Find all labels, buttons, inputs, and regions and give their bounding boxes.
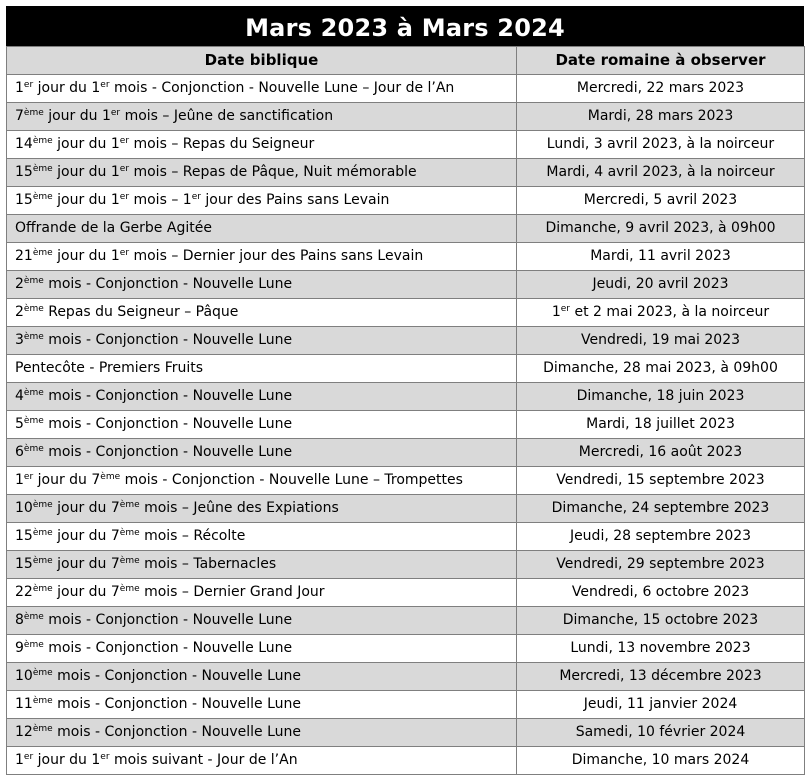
ordinal-suffix: ème xyxy=(23,388,44,399)
ordinal-suffix: ème xyxy=(32,584,53,595)
cell-text: Vendredi, 19 mai 2023 xyxy=(580,332,741,348)
cell-text: mois - Conjonction - Nouvelle Lune xyxy=(43,388,293,404)
roman-date-cell xyxy=(517,103,805,131)
cell-text: 6 xyxy=(15,444,24,460)
roman-date-cell xyxy=(517,131,805,159)
roman-date-cell xyxy=(517,187,805,215)
roman-date-cell xyxy=(517,355,805,383)
cell-text: Mardi, 11 avril 2023 xyxy=(590,248,731,264)
biblical-date-cell xyxy=(7,635,517,663)
biblical-date-cell xyxy=(7,467,517,495)
ordinal-suffix: ème xyxy=(23,304,44,315)
table-row xyxy=(7,747,805,775)
cell-text: mois – Tabernacles xyxy=(139,556,277,572)
ordinal-suffix: ème xyxy=(23,276,44,287)
cell-text: jour du 1 xyxy=(33,752,101,768)
cell-text: 2 xyxy=(15,276,24,292)
cell-text: Dimanche, 28 mai 2023, à 09h00 xyxy=(543,360,778,376)
roman-date-cell xyxy=(517,299,805,327)
ordinal-suffix: ème xyxy=(119,500,140,511)
table-row xyxy=(7,663,805,691)
cell-text: 2 xyxy=(15,304,24,320)
table-row xyxy=(7,411,805,439)
ordinal-suffix: ème xyxy=(23,612,44,623)
biblical-date-cell xyxy=(7,159,517,187)
cell-text: Lundi, 13 novembre 2023 xyxy=(570,640,751,656)
table-row xyxy=(7,635,805,663)
cell-text: mois – Récolte xyxy=(139,528,246,544)
ordinal-suffix: ème xyxy=(23,416,44,427)
cell-text: jour du 7 xyxy=(33,472,101,488)
ordinal-suffix: er xyxy=(560,304,571,315)
ordinal-suffix: er xyxy=(100,752,110,763)
table-row xyxy=(7,131,805,159)
cell-text: 15 xyxy=(15,556,33,572)
roman-date-cell xyxy=(517,495,805,523)
biblical-date-cell xyxy=(7,75,517,103)
cell-text: jour du 1 xyxy=(52,248,120,264)
cell-text: mois - Conjonction - Nouvelle Lune – Trompettes xyxy=(120,472,463,488)
cell-text: Dimanche, 15 octobre 2023 xyxy=(562,612,759,628)
biblical-date-cell xyxy=(7,271,517,299)
cell-text: Repas du Seigneur – Pâque xyxy=(43,304,239,320)
roman-date-cell xyxy=(517,663,805,691)
cell-text: mois - Conjonction - Nouvelle Lune xyxy=(43,612,293,628)
cell-text: jour du 7 xyxy=(52,556,120,572)
roman-date-cell xyxy=(517,215,805,243)
table-row xyxy=(7,355,805,383)
biblical-date-cell xyxy=(7,131,517,159)
cell-text: Pentecôte - Premiers Fruits xyxy=(15,360,204,376)
cell-text: 14 xyxy=(15,136,33,152)
table-row xyxy=(7,159,805,187)
biblical-date-cell xyxy=(7,607,517,635)
cell-text: 1 xyxy=(15,472,24,488)
cell-text: jour des Pains sans Levain xyxy=(200,192,390,208)
cell-text: Mercredi, 13 décembre 2023 xyxy=(559,668,762,684)
ordinal-suffix: ème xyxy=(119,528,140,539)
table-row xyxy=(7,299,805,327)
header-row xyxy=(7,47,805,75)
table-row xyxy=(7,271,805,299)
table-row xyxy=(7,467,805,495)
table-row xyxy=(7,243,805,271)
roman-date-cell xyxy=(517,467,805,495)
roman-date-cell xyxy=(517,271,805,299)
cell-text: Vendredi, 6 octobre 2023 xyxy=(571,584,750,600)
roman-date-cell xyxy=(517,75,805,103)
ordinal-suffix: er xyxy=(23,752,34,763)
roman-date-cell xyxy=(517,719,805,747)
cell-text: 9 xyxy=(15,640,24,656)
roman-date-cell xyxy=(517,635,805,663)
cell-text: 22 xyxy=(15,584,33,600)
roman-date-cell xyxy=(517,579,805,607)
biblical-date-cell xyxy=(7,691,517,719)
cell-text: Mardi, 18 juillet 2023 xyxy=(586,416,735,432)
table-row xyxy=(7,327,805,355)
ordinal-suffix: er xyxy=(119,248,130,259)
cell-text: Mercredi, 22 mars 2023 xyxy=(576,80,745,96)
table-row xyxy=(7,523,805,551)
cell-text: 15 xyxy=(15,528,33,544)
cell-text: Lundi, 3 avril 2023, à la noirceur xyxy=(546,136,775,152)
ordinal-suffix: ème xyxy=(100,472,121,483)
table-row xyxy=(7,579,805,607)
ordinal-suffix: er xyxy=(119,192,130,203)
cell-text: Dimanche, 10 mars 2024 xyxy=(571,752,750,768)
roman-date-cell xyxy=(517,383,805,411)
table-row xyxy=(7,75,805,103)
cell-text: Offrande de la Gerbe Agitée xyxy=(15,220,212,236)
cell-text: mois – 1 xyxy=(129,192,192,208)
cell-text: jour du 1 xyxy=(43,108,111,124)
roman-date-cell xyxy=(517,159,805,187)
ordinal-suffix: ème xyxy=(23,640,44,651)
biblical-date-cell xyxy=(7,103,517,131)
calendar-document xyxy=(6,6,804,775)
biblical-date-cell xyxy=(7,243,517,271)
cell-text: Dimanche, 18 juin 2023 xyxy=(576,388,745,404)
cell-text: 3 xyxy=(15,332,24,348)
cell-text: jour du 7 xyxy=(52,584,120,600)
cell-text: 12 xyxy=(15,724,33,740)
biblical-date-cell xyxy=(7,663,517,691)
roman-date-cell xyxy=(517,747,805,775)
cell-text: mois - Conjonction - Nouvelle Lune xyxy=(52,696,302,712)
biblical-date-cell xyxy=(7,187,517,215)
cell-text: 4 xyxy=(15,388,24,404)
ordinal-suffix: ème xyxy=(23,332,44,343)
ordinal-suffix: ème xyxy=(32,192,53,203)
ordinal-suffix: ème xyxy=(32,500,53,511)
ordinal-suffix: er xyxy=(110,108,121,119)
cell-text: Mercredi, 5 avril 2023 xyxy=(583,192,738,208)
roman-date-cell xyxy=(517,691,805,719)
biblical-date-cell xyxy=(7,551,517,579)
cell-text: 10 xyxy=(15,668,33,684)
table-row xyxy=(7,383,805,411)
cell-text: mois - Conjonction - Nouvelle Lune xyxy=(52,668,302,684)
table-body xyxy=(7,75,805,775)
cell-text: 1 xyxy=(15,752,24,768)
biblical-date-cell xyxy=(7,747,517,775)
cell-text: Mardi, 4 avril 2023, à la noirceur xyxy=(546,164,775,180)
ordinal-suffix: ème xyxy=(32,528,53,539)
biblical-date-cell xyxy=(7,355,517,383)
biblical-date-cell xyxy=(7,579,517,607)
table-row xyxy=(7,719,805,747)
table-row xyxy=(7,103,805,131)
biblical-date-cell xyxy=(7,523,517,551)
roman-date-cell xyxy=(517,523,805,551)
ordinal-suffix: ème xyxy=(32,248,53,259)
cell-text: Dimanche, 9 avril 2023, à 09h00 xyxy=(545,220,776,236)
cell-text: Jeudi, 28 septembre 2023 xyxy=(569,528,752,544)
table-row xyxy=(7,187,805,215)
table-row xyxy=(7,439,805,467)
feast-dates-table xyxy=(6,46,805,775)
biblical-date-cell xyxy=(7,719,517,747)
cell-text: mois - Conjonction - Nouvelle Lune xyxy=(52,724,302,740)
cell-text: mois - Conjonction - Nouvelle Lune xyxy=(43,444,293,460)
document-title: Mars 2023 à Mars 2024 xyxy=(6,6,804,46)
cell-text: Dimanche, 24 septembre 2023 xyxy=(551,500,770,516)
cell-text: 8 xyxy=(15,612,24,628)
roman-date-cell xyxy=(517,327,805,355)
cell-text: Mardi, 28 mars 2023 xyxy=(587,108,734,124)
table-row xyxy=(7,607,805,635)
roman-date-cell xyxy=(517,551,805,579)
cell-text: mois suivant - Jour de l’An xyxy=(109,752,298,768)
ordinal-suffix: er xyxy=(191,192,201,203)
cell-text: mois – Repas de Pâque, Nuit mémorable xyxy=(129,164,417,180)
cell-text: mois - Conjonction - Nouvelle Lune – Jour de l’An xyxy=(109,80,455,96)
ordinal-suffix: ème xyxy=(119,584,140,595)
roman-date-cell xyxy=(517,243,805,271)
cell-text: jour du 1 xyxy=(52,164,120,180)
cell-text: 15 xyxy=(15,192,33,208)
cell-text: Mercredi, 16 août 2023 xyxy=(578,444,743,460)
ordinal-suffix: er xyxy=(23,80,34,91)
cell-text: mois – Jeûne des Expiations xyxy=(139,500,339,516)
ordinal-suffix: ème xyxy=(119,556,140,567)
header-roman-date: Date romaine à observer xyxy=(517,47,805,75)
ordinal-suffix: ème xyxy=(32,696,53,707)
ordinal-suffix: er xyxy=(119,136,130,147)
cell-text: jour du 1 xyxy=(33,80,101,96)
ordinal-suffix: ème xyxy=(32,556,53,567)
cell-text: mois – Dernier Grand Jour xyxy=(139,584,325,600)
cell-text: Jeudi, 11 janvier 2024 xyxy=(583,696,738,712)
cell-text: 21 xyxy=(15,248,33,264)
cell-text: mois – Repas du Seigneur xyxy=(129,136,315,152)
cell-text: 5 xyxy=(15,416,24,432)
roman-date-cell xyxy=(517,607,805,635)
cell-text: 1 xyxy=(15,80,24,96)
cell-text: 15 xyxy=(15,164,33,180)
roman-date-cell xyxy=(517,439,805,467)
ordinal-suffix: ème xyxy=(32,136,53,147)
biblical-date-cell xyxy=(7,215,517,243)
cell-text: Jeudi, 20 avril 2023 xyxy=(592,276,729,292)
table-row xyxy=(7,551,805,579)
cell-text: mois - Conjonction - Nouvelle Lune xyxy=(43,276,293,292)
ordinal-suffix: ème xyxy=(32,164,53,175)
biblical-date-cell xyxy=(7,327,517,355)
cell-text: 1 xyxy=(551,304,561,320)
cell-text: jour du 7 xyxy=(52,528,120,544)
table-row xyxy=(7,691,805,719)
ordinal-suffix: er xyxy=(119,164,130,175)
roman-date-cell xyxy=(517,411,805,439)
cell-text: mois - Conjonction - Nouvelle Lune xyxy=(43,416,293,432)
biblical-date-cell xyxy=(7,411,517,439)
ordinal-suffix: er xyxy=(23,472,34,483)
ordinal-suffix: ème xyxy=(23,108,44,119)
biblical-date-cell xyxy=(7,495,517,523)
table-header xyxy=(7,47,805,75)
biblical-date-cell xyxy=(7,383,517,411)
cell-text: mois – Dernier jour des Pains sans Levain xyxy=(129,248,424,264)
cell-text: jour du 1 xyxy=(52,136,120,152)
ordinal-suffix: er xyxy=(100,80,110,91)
cell-text: mois – Jeûne de sanctification xyxy=(120,108,334,124)
ordinal-suffix: ème xyxy=(32,724,53,735)
cell-text: jour du 1 xyxy=(52,192,120,208)
cell-text: Vendredi, 15 septembre 2023 xyxy=(556,472,765,488)
cell-text: Samedi, 10 février 2024 xyxy=(575,724,746,740)
cell-text: mois - Conjonction - Nouvelle Lune xyxy=(43,640,293,656)
ordinal-suffix: ème xyxy=(23,444,44,455)
table-row xyxy=(7,495,805,523)
cell-text: 10 xyxy=(15,500,33,516)
cell-text: 7 xyxy=(15,108,24,124)
biblical-date-cell xyxy=(7,299,517,327)
biblical-date-cell xyxy=(7,439,517,467)
table-row xyxy=(7,215,805,243)
cell-text: et 2 mai 2023, à la noirceur xyxy=(570,304,770,320)
cell-text: 11 xyxy=(15,696,33,712)
cell-text: Vendredi, 29 septembre 2023 xyxy=(556,556,765,572)
header-biblical-date: Date biblique xyxy=(7,47,517,75)
cell-text: mois - Conjonction - Nouvelle Lune xyxy=(43,332,293,348)
cell-text: jour du 7 xyxy=(52,500,120,516)
ordinal-suffix: ème xyxy=(32,668,53,679)
